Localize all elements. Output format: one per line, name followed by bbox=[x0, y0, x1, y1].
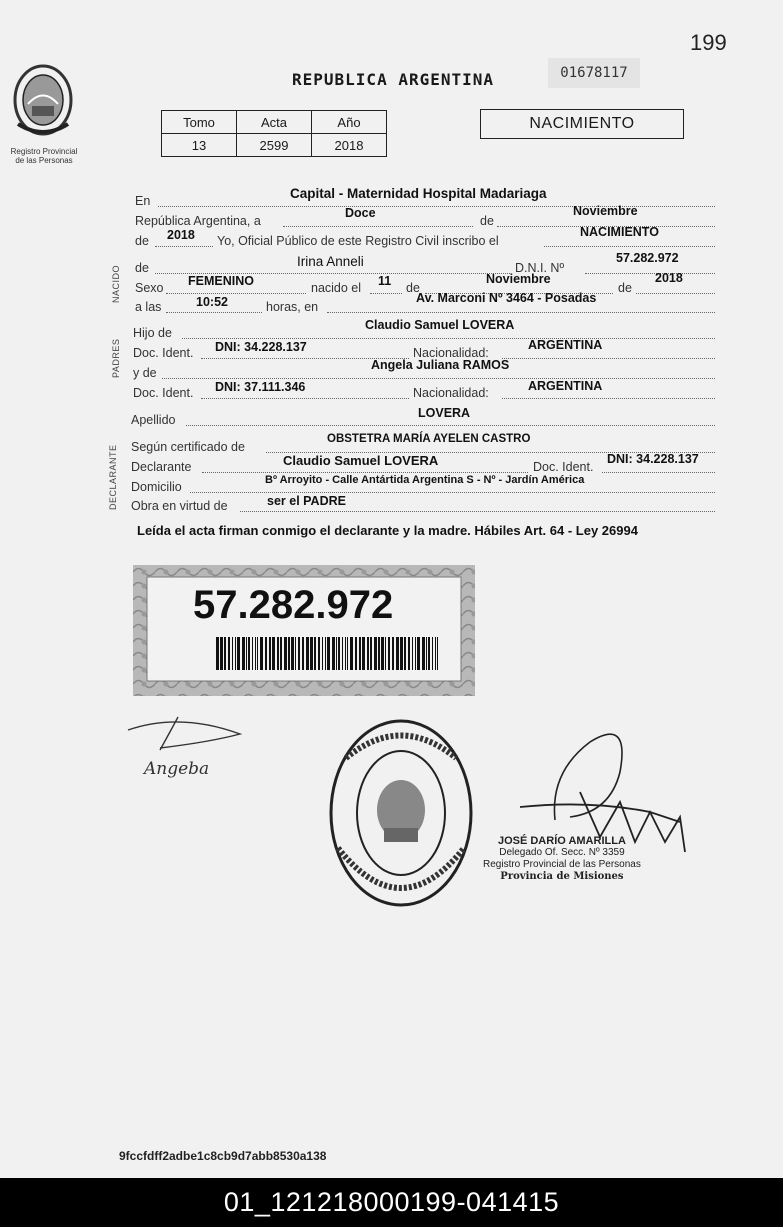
barcode-bar bbox=[426, 637, 427, 670]
value-hora: 10:52 bbox=[196, 295, 228, 309]
logo-caption-line-2: de las Personas bbox=[15, 156, 73, 165]
barcode-bar bbox=[325, 637, 326, 670]
dotted-line bbox=[585, 273, 715, 274]
barcode-bar bbox=[338, 637, 340, 670]
barcode-bar bbox=[284, 637, 287, 670]
barcode-bar bbox=[422, 637, 425, 670]
label-a-las: a las bbox=[135, 300, 162, 314]
label-doc-ident-3: Doc. Ident. bbox=[533, 460, 594, 474]
dotted-line bbox=[502, 398, 715, 399]
barcode-bar bbox=[412, 637, 413, 670]
page-number: 199 bbox=[690, 30, 727, 55]
barcode-bar bbox=[432, 637, 433, 670]
label-de: de bbox=[480, 214, 494, 228]
label-nacionalidad-2: Nacionalidad: bbox=[413, 386, 489, 400]
barcode-bar bbox=[288, 637, 290, 670]
barcode-bar bbox=[248, 637, 250, 670]
dotted-line bbox=[182, 338, 715, 339]
value-nac-anio: 2018 bbox=[655, 271, 683, 285]
label-horas-en: horas, en bbox=[266, 300, 319, 314]
value-padre-dni: DNI: 34.228.137 bbox=[215, 340, 307, 354]
value-padre: Claudio Samuel LOVERA bbox=[365, 318, 515, 332]
value-certificado: OBSTETRA MARÍA AYELEN CASTRO bbox=[327, 433, 531, 445]
barcode-bar bbox=[322, 637, 323, 670]
barcode-bar bbox=[345, 637, 346, 670]
value-acto: NACIMIENTO bbox=[580, 225, 659, 239]
value-dni: 57.282.972 bbox=[616, 251, 679, 265]
label-y-de: y de bbox=[133, 366, 157, 380]
barcode-bar bbox=[235, 637, 236, 670]
label-declarante: Declarante bbox=[131, 460, 192, 474]
label-obra: Obra en virtud de bbox=[131, 499, 228, 513]
barcode-bar bbox=[318, 637, 320, 670]
official-province: Provincia de Misiones bbox=[500, 871, 624, 882]
value-padre-nac: ARGENTINA bbox=[528, 338, 603, 352]
mother-signature-text: Angeba bbox=[144, 759, 210, 779]
value-madre-dni: DNI: 37.111.346 bbox=[215, 380, 306, 394]
label-apellido: Apellido bbox=[131, 413, 176, 427]
value-apellido: LOVERA bbox=[418, 406, 471, 420]
barcode-bar bbox=[388, 637, 390, 670]
registry-value-tomo: 13 bbox=[162, 134, 237, 157]
value-madre: Angela Juliana RAMOS bbox=[371, 358, 510, 372]
registry-value-acta: 2599 bbox=[237, 134, 312, 157]
registry-header-anio: Año bbox=[312, 111, 387, 134]
registry-value-anio: 2018 bbox=[312, 134, 387, 157]
barcode-bar bbox=[336, 637, 337, 670]
barcode-bar bbox=[374, 637, 377, 670]
side-label-nacido: NACIDO bbox=[111, 264, 121, 303]
label-nacido-el: nacido el bbox=[311, 281, 362, 295]
barcode-bar bbox=[404, 637, 406, 670]
provincial-seal-logo bbox=[10, 62, 76, 142]
value-obra: ser el PADRE bbox=[267, 494, 346, 508]
barcode-bar bbox=[216, 637, 219, 670]
barcode-bar bbox=[269, 637, 271, 670]
logo-caption bbox=[0, 147, 88, 165]
dotted-line bbox=[327, 312, 715, 313]
act-type-box: NACIMIENTO bbox=[480, 109, 684, 139]
barcode-bar bbox=[265, 637, 267, 670]
document-title: REPUBLICA ARGENTINA bbox=[292, 70, 495, 89]
registry-header-tomo: Tomo bbox=[162, 111, 237, 134]
mother-signature bbox=[120, 712, 250, 782]
value-nac-mes: Noviembre bbox=[486, 272, 551, 286]
barcode-bar bbox=[302, 637, 304, 670]
closing-text: Leída el acta firman conmigo el declarante y la madre. Hábiles Art. 64 - Ley 26994 bbox=[137, 523, 638, 538]
barcode-bar bbox=[378, 637, 380, 670]
barcode-bar bbox=[362, 637, 365, 670]
barcode-bar bbox=[417, 637, 420, 670]
barcode-bar bbox=[400, 637, 403, 670]
dotted-line bbox=[283, 226, 473, 227]
barcode-bar bbox=[291, 637, 294, 670]
barcode-bar bbox=[246, 637, 247, 670]
label-en: En bbox=[135, 194, 151, 208]
label-domicilio: Domicilio bbox=[131, 480, 182, 494]
label-doc-ident: Doc. Ident. bbox=[133, 346, 194, 360]
label-sexo: Sexo bbox=[135, 281, 164, 295]
barcode-bar bbox=[242, 637, 245, 670]
dotted-line bbox=[190, 492, 715, 493]
barcode-bar bbox=[257, 637, 258, 670]
value-mes: Noviembre bbox=[573, 204, 638, 218]
dotted-line bbox=[240, 511, 715, 512]
barcode-bar bbox=[298, 637, 300, 670]
label-de3: de bbox=[406, 281, 420, 295]
barcode-bar bbox=[255, 637, 256, 670]
barcode-bar bbox=[220, 637, 223, 670]
value-declarante: Claudio Samuel LOVERA bbox=[283, 453, 439, 468]
barcode-bar bbox=[310, 637, 313, 670]
registry-table bbox=[161, 110, 387, 157]
barcode-bar bbox=[224, 637, 226, 670]
label-doc-ident-2: Doc. Ident. bbox=[133, 386, 194, 400]
barcode-bar bbox=[370, 637, 372, 670]
barcode-bar bbox=[342, 637, 343, 670]
barcode-bar bbox=[277, 637, 279, 670]
barcode-bar bbox=[314, 637, 316, 670]
official-stamp bbox=[328, 718, 474, 908]
registry-header-acta: Acta bbox=[237, 111, 312, 134]
label-de2: de bbox=[135, 234, 149, 248]
barcode-bar bbox=[260, 637, 263, 670]
value-dia: Doce bbox=[345, 206, 376, 220]
value-madre-nac: ARGENTINA bbox=[528, 379, 603, 393]
barcode-bar bbox=[355, 637, 357, 670]
side-label-padres: PADRES bbox=[111, 338, 121, 378]
value-domicilio-nac: Av. Marconi Nº 3464 - Posadas bbox=[416, 291, 597, 305]
barcode-bar bbox=[381, 637, 384, 670]
footer-file-id: 01_121218000199-041415 bbox=[0, 1178, 783, 1227]
label-nacionalidad: Nacionalidad: bbox=[413, 346, 489, 360]
barcode-bar bbox=[280, 637, 282, 670]
barcode-bar bbox=[415, 637, 416, 670]
dotted-line bbox=[166, 312, 262, 313]
barcode-bar bbox=[396, 637, 399, 670]
dotted-line bbox=[370, 293, 402, 294]
label-de4: de bbox=[618, 281, 632, 295]
official-org: Registro Provincial de las Personas bbox=[483, 859, 641, 870]
logo-caption-line-1: Registro Provincial bbox=[10, 147, 78, 156]
serial-number: 01678117 bbox=[548, 58, 640, 88]
barcode-bar bbox=[332, 637, 335, 670]
dni-card-number: 57.282.972 bbox=[193, 583, 394, 627]
barcode-bar bbox=[228, 637, 230, 670]
barcode-bar bbox=[437, 637, 438, 670]
document-hash: 9fccfdff2adbe1c8cb9d7abb8530a138 bbox=[119, 1149, 327, 1163]
dotted-line bbox=[155, 246, 213, 247]
dotted-line bbox=[544, 246, 715, 247]
dotted-line bbox=[162, 378, 715, 379]
official-role: Delegado Of. Secc. Nº 3359 bbox=[499, 847, 625, 858]
barcode-bar bbox=[408, 637, 410, 670]
label-de-nombre: de bbox=[135, 261, 149, 275]
dotted-line bbox=[502, 358, 715, 359]
value-sexo: FEMENINO bbox=[188, 274, 254, 288]
dotted-line bbox=[186, 425, 715, 426]
label-segun: Según certificado de bbox=[131, 440, 245, 454]
barcode-bar bbox=[350, 637, 353, 670]
barcode-bar bbox=[306, 637, 309, 670]
barcode-bar bbox=[385, 637, 386, 670]
barcode-bar bbox=[272, 637, 275, 670]
value-nac-dia: 11 bbox=[378, 274, 392, 288]
value-anio: 2018 bbox=[167, 228, 195, 242]
barcode-bar bbox=[359, 637, 361, 670]
barcode-bar bbox=[367, 637, 369, 670]
barcode-bar bbox=[295, 637, 296, 670]
barcode-bar bbox=[237, 637, 240, 670]
barcode-bar bbox=[232, 637, 233, 670]
barcode-bar bbox=[392, 637, 394, 670]
value-lugar: Capital - Maternidad Hospital Madariaga bbox=[290, 186, 547, 201]
value-domicilio: Bº Arroyito - Calle Antártida Argentina S - Nº - Jardín América bbox=[265, 474, 585, 486]
dotted-line bbox=[602, 472, 715, 473]
label-dni: D.N.I. Nº bbox=[515, 261, 565, 275]
value-nombre: Irina Anneli bbox=[297, 254, 364, 269]
barcode-bar bbox=[252, 637, 253, 670]
official-name: JOSÉ DARÍO AMARILLA bbox=[497, 835, 626, 847]
label-republica: República Argentina, a bbox=[135, 214, 261, 228]
dotted-line bbox=[166, 293, 306, 294]
official-block bbox=[483, 835, 641, 883]
label-yo: Yo, Oficial Público de este Registro Civil inscribo el bbox=[217, 234, 499, 248]
value-declarante-dni: DNI: 34.228.137 bbox=[607, 452, 699, 466]
side-label-declarante: DECLARANTE bbox=[108, 444, 118, 510]
dotted-line bbox=[201, 398, 409, 399]
dotted-line bbox=[202, 472, 528, 473]
barcode-bar bbox=[428, 637, 430, 670]
barcode-bar bbox=[327, 637, 330, 670]
barcode-bar bbox=[347, 637, 348, 670]
barcode bbox=[216, 637, 441, 670]
barcode-bar bbox=[435, 637, 436, 670]
dotted-line bbox=[636, 293, 715, 294]
label-hijo-de: Hijo de bbox=[133, 326, 172, 340]
